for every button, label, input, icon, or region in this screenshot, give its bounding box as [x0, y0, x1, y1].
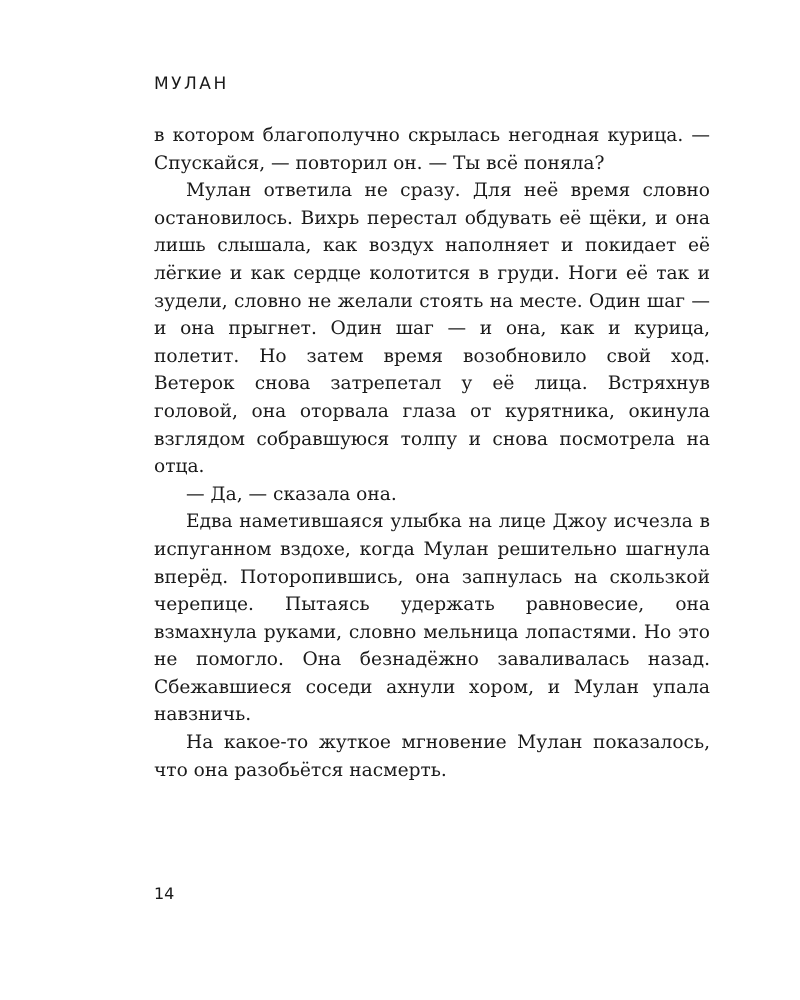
page-number: 14 — [154, 884, 175, 903]
dialogue-paragraph: — Да, — сказала она. — [186, 483, 397, 505]
running-head: МУЛАН — [154, 74, 229, 94]
body-text — [154, 122, 710, 784]
paragraph: На какое-то жуткое мгновение Мулан показалось, что она разобьётся насмерть. — [154, 732, 710, 781]
paragraph: Едва наметившаяся улыбка на лице Джоу исчезла в испуганном вздохе, когда Мулан решительно шагнула вперёд. Поторопившись, она запнулась на скользкой черепице. Пытаясь удержать равновесие, она взмахнула руками, словно мельница лопастями. Но это не помогло. Она безнадёжно заваливалась назад. Сбежавшиеся соседи ахнули хором, и Мулан упала навзничь. — [154, 511, 710, 726]
paragraph-continuation: в котором благополучно скрылась негодная курица. — Спускайся, — повторил он. — Ты всё поняла? — [154, 125, 710, 174]
paragraph: Мулан ответила не сразу. Для неё время словно остановилось. Вихрь перестал обдувать её щёки, и она лишь слышала, как воздух наполняет и покидает её лёгкие и как сердце колотится в груди. Ноги её так и зудели, словно не желали стоять на месте. Один шаг — и она прыгнет. Один шаг — и она, как и курица, полетит. Но затем время возобновило свой ход. Ветерок снова затрепетал у её лица. Встряхнув головой, она оторвала глаза от курятника, окинула взглядом собравшуюся толпу и снова посмотрела на отца. — [154, 180, 710, 478]
